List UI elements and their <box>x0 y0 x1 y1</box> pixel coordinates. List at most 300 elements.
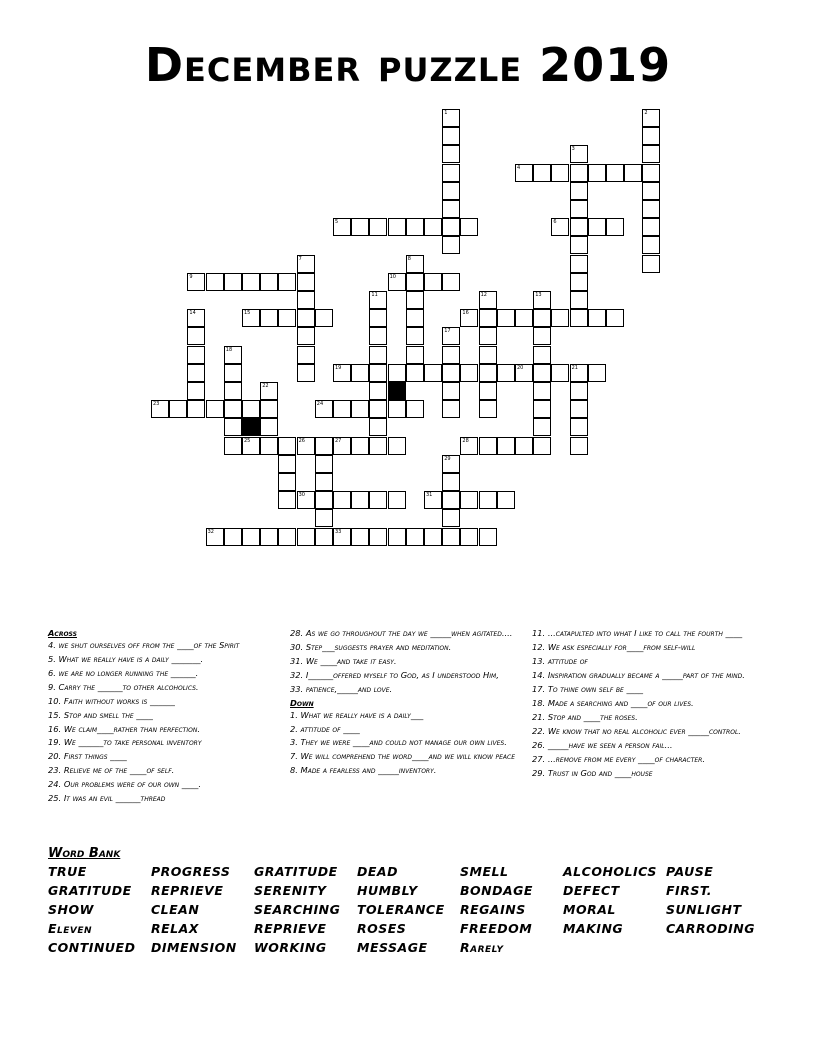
grid-cell[interactable] <box>497 309 515 327</box>
grid-cell[interactable] <box>297 346 315 364</box>
grid-cell[interactable] <box>442 364 460 382</box>
across-clue: 28. As we go throughout the day we _____when agitated.... <box>290 628 513 638</box>
grid-clue-number: 11 <box>371 292 378 298</box>
grid-cell[interactable] <box>479 437 497 455</box>
grid-cell[interactable] <box>297 273 315 291</box>
grid-cell[interactable] <box>369 309 387 327</box>
word-bank-word: MAKING <box>563 921 624 936</box>
word-bank-word: SHOW <box>48 902 94 917</box>
word-bank-word: ALCOHOLICS <box>563 864 657 879</box>
grid-cell[interactable] <box>206 400 224 418</box>
down-clue: 3. They we were ____and could not manage our own lives. <box>290 737 507 748</box>
grid-cell[interactable] <box>388 218 406 236</box>
down-clue: 27. ...remove from me every ____of character. <box>532 753 705 764</box>
grid-cell[interactable] <box>497 491 515 509</box>
word-bank-word: REGAINS <box>460 902 526 917</box>
grid-cell[interactable] <box>442 145 460 163</box>
clues-column-3 <box>532 628 768 782</box>
grid-cell[interactable] <box>570 273 588 291</box>
grid-clue-number: 13 <box>535 292 542 298</box>
grid-clue-number: 16 <box>462 310 469 317</box>
grid-cell[interactable] <box>351 491 369 509</box>
grid-clue-number: 33 <box>335 528 342 535</box>
down-clue: 7. We will comprehend the word____and we will know peace <box>290 751 516 762</box>
grid-cell[interactable] <box>642 200 660 218</box>
grid-clue-number: 26 <box>298 437 305 444</box>
word-bank-word: CLEAN <box>151 902 200 917</box>
grid-cell[interactable] <box>297 327 315 345</box>
grid-clue-number: 24 <box>316 401 324 408</box>
across-clue: 32. I______offered myself to God, as I understood Him, <box>290 669 499 680</box>
across-clue: 31. We ____and take it easy. <box>290 655 397 666</box>
grid-cell[interactable] <box>297 255 315 273</box>
grid-cell[interactable] <box>315 491 333 509</box>
across-clue: 15. Stop and smell the ____ <box>48 709 153 720</box>
grid-cell[interactable] <box>570 291 588 309</box>
across-clue: 10. Faith without works is ______ <box>48 695 175 706</box>
word-bank-word: REPRIEVE <box>151 883 224 898</box>
grid-cell[interactable] <box>442 346 460 364</box>
grid-cell[interactable] <box>369 346 387 364</box>
grid-cell[interactable] <box>406 309 424 327</box>
grid-cell[interactable] <box>533 364 551 382</box>
grid-cell[interactable] <box>315 528 333 546</box>
word-bank-word: HUMBLY <box>357 883 418 898</box>
across-clue: 16. We claim____rather than perfection. <box>48 723 200 734</box>
grid-cell[interactable] <box>297 364 315 382</box>
grid-clue-number: 22 <box>262 383 269 389</box>
word-bank-word: FIRST. <box>666 883 712 898</box>
grid-clue-number: 15 <box>244 310 251 317</box>
word-bank-word: SUNLIGHT <box>666 902 742 917</box>
grid-cell[interactable] <box>642 182 660 200</box>
grid-black-cell <box>388 382 406 400</box>
grid-cell[interactable] <box>224 418 242 436</box>
grid-cell[interactable] <box>351 437 369 455</box>
grid-clue-number: 10 <box>389 273 396 280</box>
grid-cell[interactable] <box>242 309 260 327</box>
grid-cell[interactable] <box>260 418 278 436</box>
grid-cell[interactable] <box>406 528 424 546</box>
grid-cell[interactable] <box>642 218 660 236</box>
grid-cell[interactable] <box>297 291 315 309</box>
grid-cell[interactable] <box>442 528 460 546</box>
grid-cell[interactable] <box>442 182 460 200</box>
down-clue: 12. We ask especially for____from self-will <box>532 641 696 652</box>
grid-cell[interactable] <box>315 455 333 473</box>
grid-cell[interactable] <box>333 364 351 382</box>
grid-cell[interactable] <box>533 164 551 182</box>
grid-cell[interactable] <box>442 400 460 418</box>
grid-cell[interactable] <box>242 528 260 546</box>
grid-cell[interactable] <box>242 273 260 291</box>
grid-cell[interactable] <box>260 400 278 418</box>
grid-clue-number: 28 <box>462 437 469 444</box>
grid-cell[interactable] <box>278 273 296 291</box>
grid-clue-number: 4 <box>517 164 521 171</box>
grid-cell[interactable] <box>479 291 497 309</box>
grid-cell[interactable] <box>406 346 424 364</box>
grid-cell[interactable] <box>206 528 224 546</box>
page-title: December puzzle 2019 <box>144 38 672 92</box>
grid-clue-number: 5 <box>335 219 339 226</box>
grid-cell[interactable] <box>442 200 460 218</box>
grid-clue-number: 19 <box>335 364 342 371</box>
grid-cell[interactable] <box>570 418 588 436</box>
grid-cell[interactable] <box>406 255 424 273</box>
grid-cell[interactable] <box>570 200 588 218</box>
grid-cell[interactable] <box>442 236 460 254</box>
grid-cell[interactable] <box>588 218 606 236</box>
word-bank-word: RELAX <box>151 921 199 936</box>
word-bank-word: Rarely <box>460 940 504 955</box>
grid-cell[interactable] <box>369 528 387 546</box>
across-clue: 20. First things ____ <box>48 751 127 762</box>
down-heading: Down <box>290 697 314 708</box>
grid-cell[interactable] <box>442 455 460 473</box>
grid-cell[interactable] <box>424 218 442 236</box>
grid-cell[interactable] <box>206 273 224 291</box>
grid-cell[interactable] <box>278 309 296 327</box>
grid-cell[interactable] <box>570 164 588 182</box>
grid-cell[interactable] <box>479 382 497 400</box>
grid-cell[interactable] <box>297 528 315 546</box>
grid-clue-number: 7 <box>298 255 302 262</box>
grid-cell[interactable] <box>388 273 406 291</box>
grid-cell[interactable] <box>460 309 478 327</box>
grid-cell[interactable] <box>187 346 205 364</box>
grid-cell[interactable] <box>297 491 315 509</box>
grid-cell[interactable] <box>388 364 406 382</box>
down-clue: 8. Made a fearless and _____inventory. <box>290 765 437 776</box>
down-clue: 17. To thine own self be ____ <box>532 683 644 694</box>
grid-cell[interactable] <box>533 437 551 455</box>
grid-cell[interactable] <box>533 418 551 436</box>
grid-cell[interactable] <box>369 400 387 418</box>
grid-cell[interactable] <box>406 273 424 291</box>
grid-cell[interactable] <box>442 327 460 345</box>
grid-cell[interactable] <box>224 364 242 382</box>
word-bank-word: SERENITY <box>254 883 327 898</box>
grid-cell[interactable] <box>187 273 205 291</box>
grid-cell[interactable] <box>278 491 296 509</box>
grid-cell[interactable] <box>479 400 497 418</box>
grid-cell[interactable] <box>224 437 242 455</box>
grid-cell[interactable] <box>260 382 278 400</box>
grid-cell[interactable] <box>351 400 369 418</box>
grid-cell[interactable] <box>278 473 296 491</box>
grid-cell[interactable] <box>570 145 588 163</box>
grid-cell[interactable] <box>315 400 333 418</box>
grid-cell[interactable] <box>242 437 260 455</box>
down-clue-list-continued <box>532 628 768 779</box>
word-bank-word: PROGRESS <box>151 864 231 879</box>
grid-cell[interactable] <box>442 491 460 509</box>
grid-cell[interactable] <box>260 437 278 455</box>
grid-cell[interactable] <box>551 218 569 236</box>
word-bank-word: SMELL <box>460 864 509 879</box>
grid-cell[interactable] <box>515 364 533 382</box>
across-clue: 30. Step___suggests prayer and meditation. <box>290 641 452 652</box>
grid-cell[interactable] <box>442 218 460 236</box>
grid-cell[interactable] <box>570 437 588 455</box>
grid-cell[interactable] <box>442 382 460 400</box>
grid-cell[interactable] <box>588 309 606 327</box>
grid-cell[interactable] <box>570 364 588 382</box>
grid-cell[interactable] <box>333 218 351 236</box>
grid-cell[interactable] <box>369 491 387 509</box>
grid-cell[interactable] <box>278 528 296 546</box>
grid-cell[interactable] <box>187 327 205 345</box>
grid-clue-number: 17 <box>444 328 451 335</box>
grid-cell[interactable] <box>187 309 205 327</box>
grid-cell[interactable] <box>224 400 242 418</box>
word-bank-word: GRATITUDE <box>48 883 132 898</box>
grid-cell[interactable] <box>315 437 333 455</box>
grid-clue-number: 9 <box>189 273 193 280</box>
grid-cell[interactable] <box>570 309 588 327</box>
grid-black-cell <box>242 418 260 436</box>
grid-cell[interactable] <box>570 382 588 400</box>
across-heading: Across <box>48 628 77 638</box>
down-clue-list <box>290 710 520 778</box>
grid-cell[interactable] <box>388 528 406 546</box>
grid-cell[interactable] <box>497 364 515 382</box>
grid-cell[interactable] <box>606 218 624 236</box>
grid-cell[interactable] <box>642 236 660 254</box>
across-clue: 25. It was an evil ______thread <box>48 793 166 804</box>
grid-cell[interactable] <box>588 364 606 382</box>
grid-cell[interactable] <box>424 491 442 509</box>
grid-clue-number: 12 <box>480 292 487 298</box>
grid-cell[interactable] <box>297 309 315 327</box>
grid-cell[interactable] <box>315 309 333 327</box>
grid-cell[interactable] <box>442 164 460 182</box>
across-clue: 33. patience,_____and love. <box>290 683 393 694</box>
grid-cell[interactable] <box>570 218 588 236</box>
word-bank-word: Eleven <box>48 921 93 936</box>
grid-clue-number: 30 <box>298 492 305 499</box>
grid-cell[interactable] <box>460 528 478 546</box>
grid-cell[interactable] <box>151 400 169 418</box>
down-clue: 21. Stop and ____the roses. <box>532 711 638 722</box>
word-bank-word: TRUE <box>48 864 87 879</box>
word-bank-heading: Word Bank <box>48 846 121 861</box>
grid-cell[interactable] <box>570 236 588 254</box>
word-bank-word: CARRODING <box>666 921 755 936</box>
grid-cell[interactable] <box>533 309 551 327</box>
word-bank-word: PAUSE <box>666 864 714 879</box>
word-bank-word: CONTINUED <box>48 940 136 955</box>
grid-cell[interactable] <box>551 164 569 182</box>
across-clue: 19. We ______to take personal inventory <box>48 737 202 748</box>
grid-cell[interactable] <box>278 437 296 455</box>
grid-cell[interactable] <box>497 437 515 455</box>
across-clue-list <box>48 640 276 805</box>
grid-cell[interactable] <box>369 291 387 309</box>
grid-cell[interactable] <box>515 164 533 182</box>
grid-cell[interactable] <box>460 437 478 455</box>
grid-cell[interactable] <box>479 309 497 327</box>
grid-cell[interactable] <box>479 327 497 345</box>
down-clue: 1. What we really have is a daily___ <box>290 709 424 720</box>
grid-cell[interactable] <box>479 346 497 364</box>
grid-cell[interactable] <box>369 418 387 436</box>
word-bank-word: ROSES <box>357 921 407 936</box>
grid-clue-number: 1 <box>444 110 448 116</box>
grid-clue-number: 14 <box>189 310 196 317</box>
word-bank-word: DIMENSION <box>151 940 237 955</box>
across-clue: 9. Carry the ______to other alcoholics. <box>48 681 199 692</box>
grid-cell[interactable] <box>369 364 387 382</box>
grid-cell[interactable] <box>315 473 333 491</box>
grid-cell[interactable] <box>369 437 387 455</box>
grid-cell[interactable] <box>624 164 642 182</box>
grid-cell[interactable] <box>406 218 424 236</box>
grid-cell[interactable] <box>551 309 569 327</box>
grid-cell[interactable] <box>333 528 351 546</box>
grid-clue-number: 18 <box>225 346 233 353</box>
grid-cell[interactable] <box>442 273 460 291</box>
grid-cell[interactable] <box>224 382 242 400</box>
grid-clue-number: 32 <box>207 528 214 535</box>
grid-cell[interactable] <box>369 327 387 345</box>
down-clue: 29. Trust in God and ____house <box>532 767 653 778</box>
grid-clue-number: 3 <box>571 146 575 153</box>
grid-cell[interactable] <box>642 145 660 163</box>
down-clue: 26. _____have we seen a person fail... <box>532 739 673 750</box>
word-bank-word: WORKING <box>254 940 327 955</box>
grid-cell[interactable] <box>351 528 369 546</box>
clues-column-1 <box>48 628 276 807</box>
across-clue: 4. we shut ourselves off from the ____of the Spirit <box>48 639 240 650</box>
word-bank-word: MORAL <box>563 902 616 917</box>
grid-cell[interactable] <box>169 400 187 418</box>
grid-cell[interactable] <box>260 309 278 327</box>
grid-cell[interactable] <box>187 364 205 382</box>
word-bank-word: DEAD <box>357 864 398 879</box>
grid-cell[interactable] <box>424 364 442 382</box>
grid-cell[interactable] <box>442 109 460 127</box>
grid-cell[interactable] <box>333 400 351 418</box>
grid-cell[interactable] <box>533 291 551 309</box>
grid-cell[interactable] <box>224 528 242 546</box>
grid-cell[interactable] <box>460 218 478 236</box>
across-clue: 24. Our problems were of our own ____. <box>48 779 202 790</box>
grid-clue-number: 20 <box>517 364 524 371</box>
grid-cell[interactable] <box>642 127 660 145</box>
down-clue: 13. attitude of <box>532 655 588 666</box>
grid-cell[interactable] <box>406 327 424 345</box>
grid-cell[interactable] <box>297 437 315 455</box>
word-bank-word: DEFECT <box>563 883 620 898</box>
word-bank-word: MESSAGE <box>357 940 428 955</box>
grid-cell[interactable] <box>224 273 242 291</box>
grid-cell[interactable] <box>570 400 588 418</box>
grid-cell[interactable] <box>333 491 351 509</box>
grid-cell[interactable] <box>551 364 569 382</box>
grid-cell[interactable] <box>479 528 497 546</box>
word-bank-word: GRATITUDE <box>254 864 338 879</box>
grid-clue-number: 27 <box>335 437 342 444</box>
grid-cell[interactable] <box>460 491 478 509</box>
grid-cell[interactable] <box>460 364 478 382</box>
grid-cell[interactable] <box>315 509 333 527</box>
grid-cell[interactable] <box>406 400 424 418</box>
grid-clue-number: 31 <box>426 492 433 499</box>
grid-cell[interactable] <box>515 437 533 455</box>
grid-cell[interactable] <box>606 164 624 182</box>
grid-clue-number: 8 <box>407 255 411 262</box>
down-clue: 22. We know that no real alcoholic ever _____control. <box>532 725 741 736</box>
word-bank-word: REPRIEVE <box>254 921 327 936</box>
grid-clue-number: 6 <box>553 219 557 226</box>
grid-cell[interactable] <box>260 528 278 546</box>
grid-cell[interactable] <box>369 382 387 400</box>
grid-clue-number: 25 <box>244 437 251 444</box>
grid-clue-number: 23 <box>153 401 160 408</box>
word-bank-word: BONDAGE <box>460 883 533 898</box>
grid-cell[interactable] <box>515 309 533 327</box>
grid-cell[interactable] <box>388 437 406 455</box>
grid-cell[interactable] <box>388 400 406 418</box>
grid-cell[interactable] <box>642 164 660 182</box>
grid-cell[interactable] <box>479 491 497 509</box>
across-clue: 6. we are no longer running the ______. <box>48 667 199 678</box>
grid-cell[interactable] <box>424 528 442 546</box>
grid-cell[interactable] <box>278 455 296 473</box>
grid-cell[interactable] <box>442 509 460 527</box>
grid-cell[interactable] <box>260 273 278 291</box>
grid-cell[interactable] <box>642 109 660 127</box>
grid-cell[interactable] <box>606 309 624 327</box>
grid-cell[interactable] <box>479 364 497 382</box>
down-clue: 18. Made a searching and ____of our lives. <box>532 697 694 708</box>
grid-cell[interactable] <box>570 182 588 200</box>
grid-cell[interactable] <box>224 346 242 364</box>
clues-column-2 <box>290 628 520 779</box>
grid-cell[interactable] <box>187 382 205 400</box>
grid-cell[interactable] <box>533 400 551 418</box>
grid-cell[interactable] <box>642 255 660 273</box>
grid-cell[interactable] <box>351 218 369 236</box>
grid-cell[interactable] <box>442 473 460 491</box>
grid-clue-number: 2 <box>644 110 648 116</box>
grid-cell[interactable] <box>242 400 260 418</box>
grid-clue-number: 29 <box>444 455 451 462</box>
word-bank-word: FREEDOM <box>460 921 533 936</box>
grid-cell[interactable] <box>187 400 205 418</box>
down-clue: 11. ...catapulted into what I like to call the fourth ____ <box>532 628 743 638</box>
grid-cell[interactable] <box>533 382 551 400</box>
across-clue: 5. What we really have is a daily _______. <box>48 653 204 664</box>
down-clue: 2. attitude of ____ <box>290 723 360 734</box>
grid-cell[interactable] <box>588 164 606 182</box>
grid-cell[interactable] <box>369 218 387 236</box>
grid-cell[interactable] <box>351 364 369 382</box>
grid-cell[interactable] <box>533 346 551 364</box>
grid-cell[interactable] <box>406 291 424 309</box>
grid-clue-number: 21 <box>571 364 578 371</box>
grid-cell[interactable] <box>424 273 442 291</box>
grid-cell[interactable] <box>388 491 406 509</box>
grid-cell[interactable] <box>533 327 551 345</box>
grid-cell[interactable] <box>333 437 351 455</box>
grid-cell[interactable] <box>442 127 460 145</box>
grid-cell[interactable] <box>406 364 424 382</box>
word-bank-word: SEARCHING <box>254 902 341 917</box>
grid-cell[interactable] <box>570 255 588 273</box>
